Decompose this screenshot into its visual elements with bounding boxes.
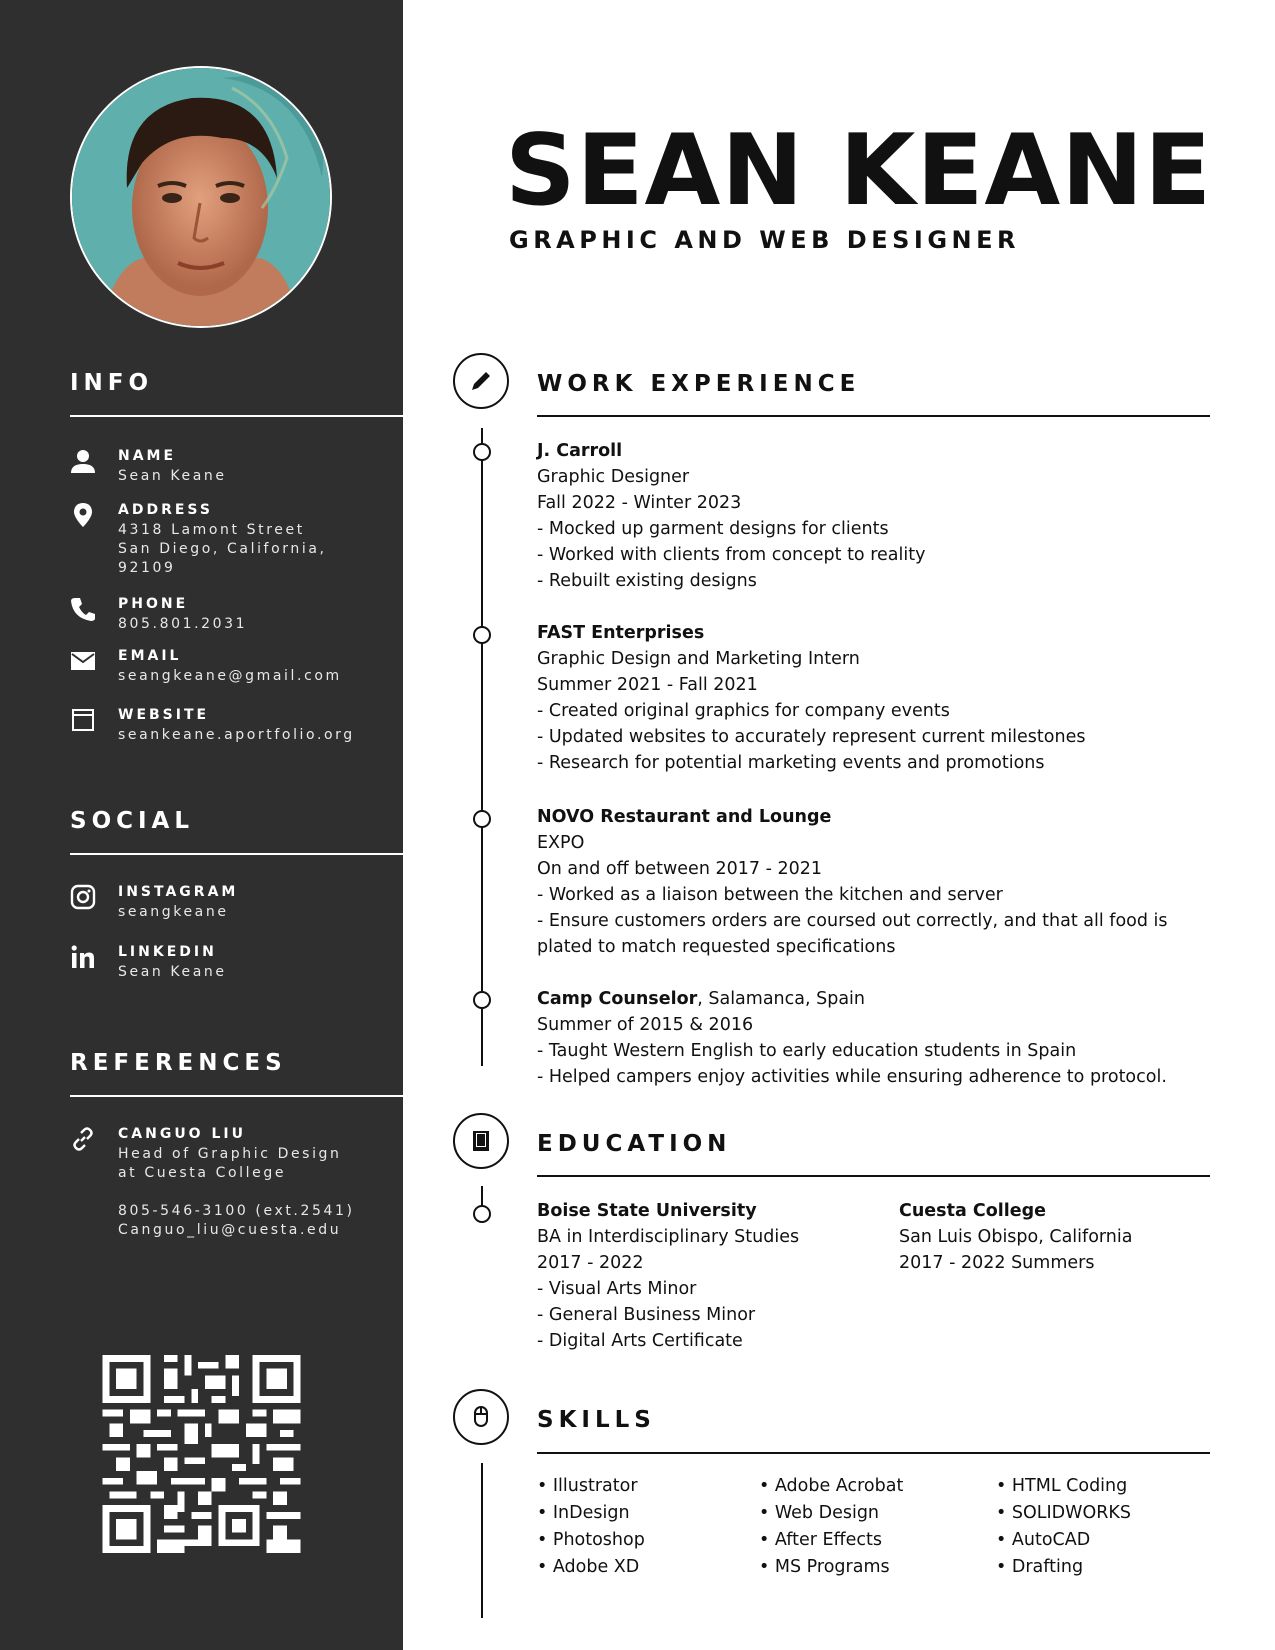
skills-section-title: SKILLS <box>537 1407 656 1433</box>
skill-item: • InDesign <box>537 1503 630 1523</box>
skill-item: • HTML Coding <box>996 1476 1128 1496</box>
job-company: Camp Counselor <box>537 989 698 1009</box>
info-label: LINKEDIN <box>118 944 217 960</box>
work-section-title: WORK EXPERIENCE <box>537 371 861 397</box>
job-company: NOVO Restaurant and Lounge <box>537 807 832 827</box>
info-name <box>70 448 400 488</box>
work-divider <box>537 415 1210 417</box>
sidebar <box>0 0 403 1650</box>
school-name: Boise State University <box>537 1201 757 1221</box>
info-label: INSTAGRAM <box>118 884 239 900</box>
skill-item: • Photoshop <box>537 1530 645 1550</box>
job-camp-counselor: Camp Counselor, Salamanca, Spain Summer of 2015 & 2016 - Taught Western English to early education students in Spain - Helped campers enjoy activities while ensuring adherence to protocol. <box>537 989 1167 1087</box>
info-value: seangkeane@gmail.com <box>118 668 342 684</box>
skills-column-3 <box>996 1473 1131 1581</box>
instagram-icon <box>70 884 96 910</box>
education-divider <box>537 1175 1210 1177</box>
job-company: FAST Enterprises <box>537 623 705 643</box>
job-novo-restaurant: NOVO Restaurant and Lounge EXPO On and off between 2017 - 2021 - Worked as a liaison between the kitchen and server - Ensure customers orders are coursed out correctly, and that all food is plated to match requested specifications <box>537 807 1168 957</box>
skill-item: • Illustrator <box>537 1476 638 1496</box>
social-linkedin <box>70 944 400 984</box>
location-pin-icon <box>70 502 96 528</box>
book-icon <box>453 1113 509 1169</box>
browser-window-icon <box>70 707 96 733</box>
skills-divider <box>537 1452 1210 1454</box>
mouse-icon <box>453 1389 509 1445</box>
info-website <box>70 707 400 747</box>
skill-item: • Adobe Acrobat <box>759 1476 904 1496</box>
info-address <box>70 502 400 574</box>
info-value: seankeane.aportfolio.org <box>118 727 355 743</box>
info-value: Head of Graphic Design at Cuesta College 805-546-3100 (ext.2541) Canguo_liu@cuesta.edu <box>118 1146 355 1238</box>
education-boise-state: Boise State University BA in Interdisciplinary Studies 2017 - 2022 - Visual Arts Minor - General Business Minor - Digital Arts Certificate <box>537 1201 800 1351</box>
mail-icon <box>70 648 96 674</box>
school-name: Cuesta College <box>899 1201 1046 1221</box>
skill-item: • MS Programs <box>759 1557 890 1577</box>
timeline-node <box>473 810 491 828</box>
timeline-node <box>473 443 491 461</box>
skill-item: • Adobe XD <box>537 1557 640 1577</box>
info-value: seangkeane <box>118 904 229 920</box>
social-divider <box>70 853 403 855</box>
info-value: Sean Keane <box>118 468 227 484</box>
job-company: J. Carroll <box>537 441 623 461</box>
skills-column-1 <box>537 1473 645 1581</box>
reference-canguo-liu <box>70 1126 400 1236</box>
info-value: 4318 Lamont Street San Diego, California, 92109 <box>118 522 327 576</box>
info-section-title: INFO <box>70 370 154 396</box>
info-value: 805.801.2031 <box>118 616 248 632</box>
skill-item: • SOLIDWORKS <box>996 1503 1131 1523</box>
pencil-icon <box>453 353 509 409</box>
references-divider <box>70 1095 403 1097</box>
timeline-node <box>473 991 491 1009</box>
job-j-carroll: J. Carroll Graphic Designer Fall 2022 - Winter 2023 - Mocked up garment designs for clients - Worked with clients from concept to reality - Rebuilt existing designs <box>537 441 926 591</box>
info-label: NAME <box>118 448 177 464</box>
info-label: WEBSITE <box>118 707 210 723</box>
skill-item: • AutoCAD <box>996 1530 1091 1550</box>
phone-icon <box>70 596 96 622</box>
info-label: PHONE <box>118 596 189 612</box>
candidate-name: SEAN KEANE <box>505 114 1213 228</box>
timeline-node <box>473 626 491 644</box>
qr-code-icon[interactable] <box>100 1355 303 1553</box>
info-value: Sean Keane <box>118 964 227 980</box>
references-section-title: REFERENCES <box>70 1050 287 1076</box>
info-phone <box>70 596 400 636</box>
person-icon <box>70 448 96 474</box>
social-instagram <box>70 884 400 924</box>
education-section-title: EDUCATION <box>537 1131 732 1157</box>
info-email <box>70 648 400 688</box>
candidate-role: GRAPHIC AND WEB DESIGNER <box>509 226 1020 254</box>
work-timeline <box>481 428 483 1066</box>
skill-item: • After Effects <box>759 1530 882 1550</box>
info-label: EMAIL <box>118 648 182 664</box>
link-icon <box>70 1126 96 1152</box>
timeline-node <box>473 1205 491 1223</box>
skill-item: • Drafting <box>996 1557 1084 1577</box>
info-label: CANGUO LIU <box>118 1126 246 1142</box>
skills-column-2 <box>759 1473 903 1581</box>
skill-item: • Web Design <box>759 1503 880 1523</box>
linkedin-icon <box>70 944 96 970</box>
profile-photo <box>70 66 332 328</box>
info-divider <box>70 415 403 417</box>
job-fast-enterprises: FAST Enterprises Graphic Design and Marketing Intern Summer 2021 - Fall 2021 - Created original graphics for company events - Updated websites to accurately represent current milestones - Research for potential marketing events and promotions <box>537 623 1086 773</box>
info-label: ADDRESS <box>118 502 213 518</box>
skills-timeline <box>481 1463 483 1618</box>
social-section-title: SOCIAL <box>70 808 195 834</box>
education-cuesta-college: Cuesta College San Luis Obispo, California 2017 - 2022 Summers <box>899 1201 1133 1273</box>
